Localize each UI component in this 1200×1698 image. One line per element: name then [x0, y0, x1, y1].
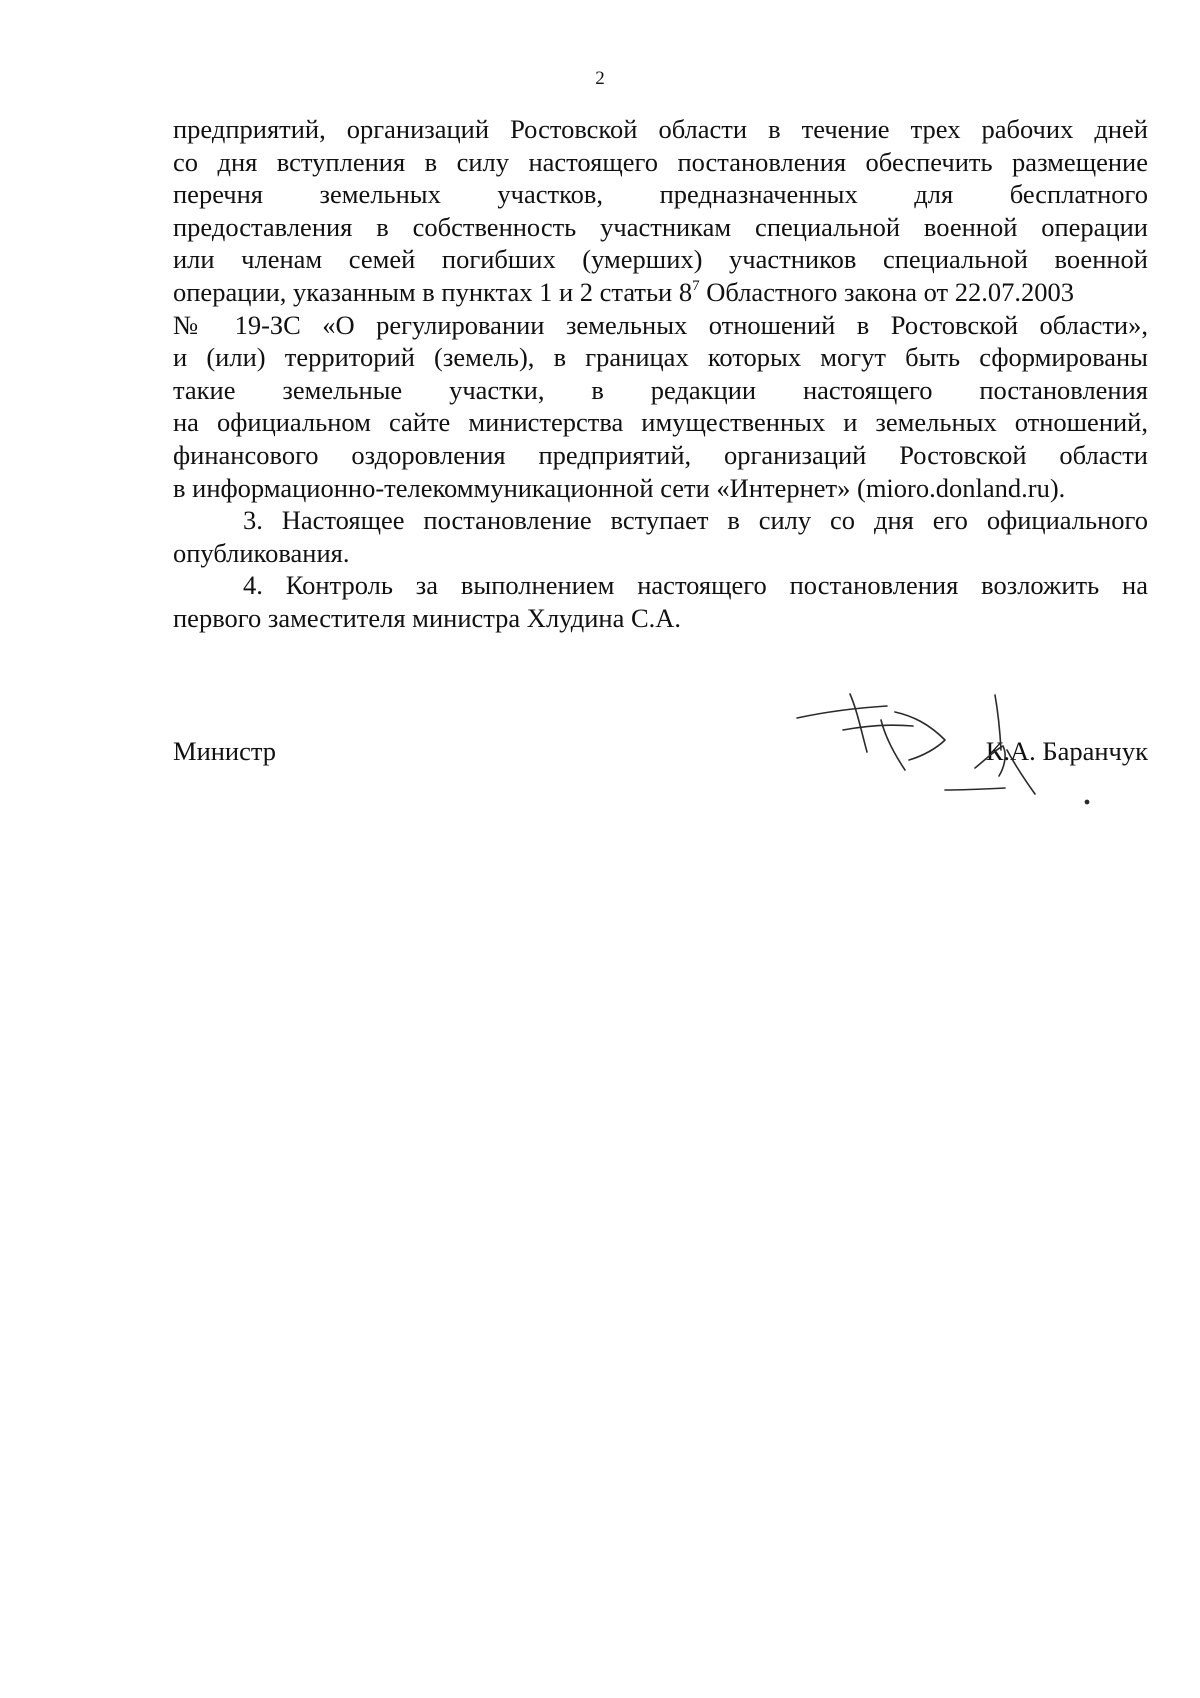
- text-line: № 19-ЗС «О регулировании земельных отношений в Ростовской области»,: [173, 309, 1148, 340]
- text-line: перечня земельных участков, предназначенных для бесплатного: [173, 179, 1148, 210]
- text-line-with-superscript: [173, 276, 1148, 309]
- signatory-title: Министр: [173, 736, 277, 766]
- text-line: первого заместителя министра Хлудина С.А.: [173, 602, 682, 633]
- handwritten-signature-icon: [795, 690, 1095, 830]
- text-line: предприятий, организаций Ростовской области в течение трех рабочих дней: [173, 114, 1148, 144]
- text-line: на официальном сайте министерства имущественных и земельных отношений,: [173, 407, 1148, 438]
- text-line: 4. Контроль за выполнением настоящего постановления возложить на: [243, 570, 1148, 601]
- page-number: 2: [595, 68, 605, 89]
- text-line: предоставления в собственность участникам специальной военной операции: [173, 211, 1148, 242]
- text-fragment: операции, указанным в пунктах 1 и 2 статьи 8: [173, 276, 693, 307]
- text-line: финансового оздоровления предприятий, организаций Ростовской области: [173, 439, 1148, 470]
- text-line: опубликования.: [173, 537, 350, 568]
- text-fragment: Областного закона от 22.07.2003: [699, 276, 1074, 307]
- text-line: такие земельные участки, в редакции настоящего постановления: [173, 374, 1148, 405]
- document-body: [173, 113, 1148, 635]
- signatory-name: К.А. Баранчук: [985, 736, 1148, 766]
- text-line: со дня вступления в силу настоящего постановления обеспечить размещение: [173, 146, 1148, 177]
- text-line: или членам семей погибших (умерших) участников специальной военной: [173, 244, 1148, 275]
- text-line: и (или) территорий (земель), в границах которых могут быть сформированы: [173, 342, 1148, 373]
- text-line: в информационно-телекоммуникационной сети «Интернет» (mioro.donland.ru).: [173, 472, 1066, 503]
- text-line: 3. Настоящее постановление вступает в силу со дня его официального: [243, 505, 1148, 536]
- superscript: 7: [692, 277, 700, 294]
